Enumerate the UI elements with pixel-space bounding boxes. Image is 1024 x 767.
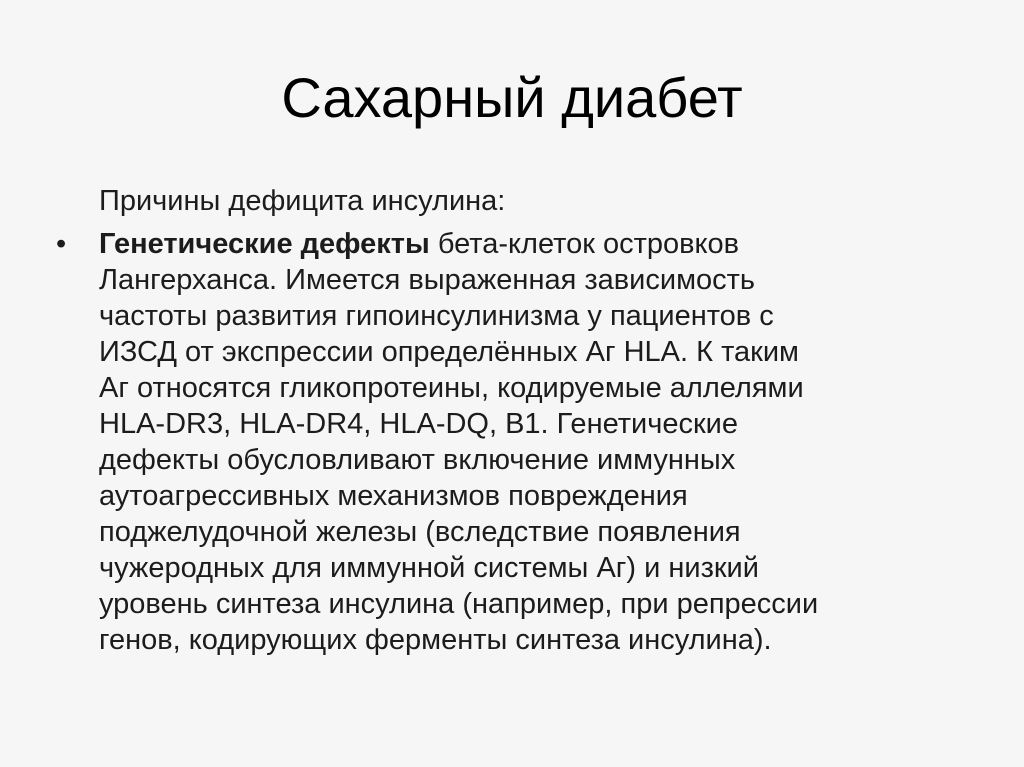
bullet-line: ИЗСД от экспрессии определённых Аг HLA. К таким [99,336,799,368]
slide-subtitle: Причины дефицита инсулина: [99,185,506,217]
bullet-line: генов, кодирующих ферменты синтеза инсулина). [99,624,772,656]
bullet-line-1-rest: бета-клеток островков [429,228,740,260]
bullet-line: Лангерханса. Имеется выраженная зависимость [99,264,756,296]
bullet-line: чужеродных для иммунной системы Аг) и низкий [99,552,759,584]
bullet-line: уровень синтеза инсулина (например, при репрессии [99,588,819,620]
bullet-line: HLA-DR3, HLA-DR4, HLA-DQ, B1. Генетические [99,408,738,440]
bullet-line: аутоагрессивных механизмов повреждения [99,480,688,512]
bullet-line: частоты развития гипоинсулинизма у пациентов с [99,300,774,332]
bullet-marker: • [56,228,67,260]
slide-title: Сахарный диабет [281,66,743,129]
bullet-line: Аг относятся гликопротеины, кодируемые аллелями [99,372,804,404]
bullet-text [99,226,951,658]
bullet-line-1 [99,226,951,262]
bullet-bold-lead: Генетические дефекты [99,228,430,260]
bullet-line: дефекты обусловливают включение иммунных [99,444,736,476]
bullet-line: поджелудочной железы (вследствие появления [99,516,741,548]
